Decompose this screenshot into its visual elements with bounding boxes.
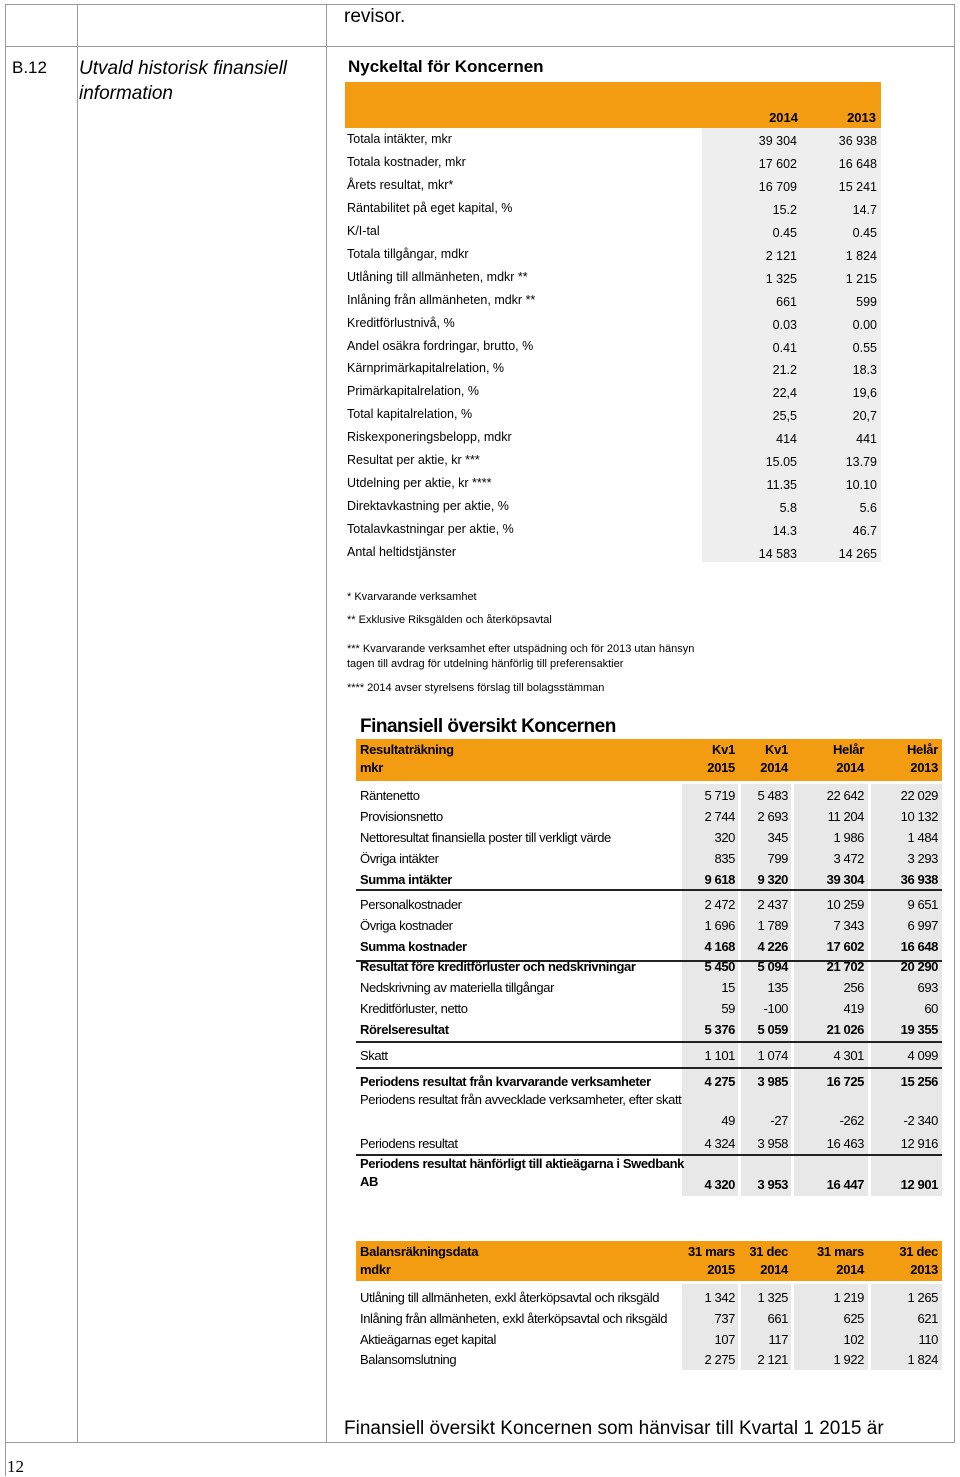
- table-border-col2: [326, 4, 327, 1442]
- nyckeltal-title: Nyckeltal för Koncernen: [348, 57, 544, 76]
- nyckeltal-row-label: Total kapitalrelation, %: [347, 407, 473, 421]
- resultat-row: [356, 1155, 942, 1195]
- resultat-row-value: 16 648: [900, 939, 938, 954]
- balans-header-label-1: Balansräkningsdata: [360, 1244, 479, 1259]
- resultat-row: [356, 870, 942, 890]
- nyckeltal-value-2014: 661: [776, 295, 797, 309]
- nyckeltal-value-2014: 2 121: [765, 249, 797, 263]
- nyckeltal-row-label: Direktavkastning per aktie, %: [347, 499, 509, 513]
- resultat-row-value: 9 651: [907, 897, 938, 912]
- resultat-row-value: 5 450: [704, 959, 735, 974]
- resultat-row-value: 3 293: [907, 851, 938, 866]
- resultat-col-header-line1: Kv1: [712, 742, 735, 757]
- nyckeltal-value-2014: 0.41: [772, 341, 797, 355]
- balans-row-value: 102: [843, 1332, 864, 1347]
- resultat-row-value: -262: [839, 1113, 864, 1128]
- nyckeltal-row: [345, 473, 881, 495]
- nyckeltal-row-label: Andel osäkra fordringar, brutto, %: [347, 339, 534, 353]
- nyckeltal-row-label: Räntabilitet på eget kapital, %: [347, 201, 513, 215]
- resultat-row-value: 4 324: [704, 1136, 735, 1151]
- resultat-row-value: 345: [767, 830, 788, 845]
- resultat-row-value: 4 226: [757, 939, 788, 954]
- nyckeltal-value-2013: 441: [856, 432, 877, 446]
- nyckeltal-value-2013: 18.3: [852, 363, 877, 377]
- balans-row-value: 1 265: [907, 1290, 938, 1305]
- nyckeltal-value-2014: 5.8: [779, 501, 797, 515]
- nyckeltal-row-label: Totalavkastningar per aktie, %: [347, 522, 514, 536]
- table-border-bottom: [5, 1442, 955, 1443]
- resultat-row-value: 49: [721, 1113, 735, 1128]
- balans-row-value: 737: [714, 1311, 735, 1326]
- resultat-row: [356, 1046, 942, 1066]
- resultat-row-value: 59: [721, 1001, 735, 1016]
- balans-col-header-line1: 31 mars: [687, 1244, 735, 1259]
- nyckeltal-value-2013: 0.00: [852, 318, 877, 332]
- nyckeltal-value-2014: 14.3: [772, 524, 797, 538]
- balans-row-label: Utlåning till allmänheten, exkl återköpsavtal och riksgäld: [360, 1290, 660, 1305]
- resultat-row: [356, 1072, 942, 1092]
- nyckeltal-value-2013: 14.7: [852, 203, 877, 217]
- resultat-row-value: 835: [714, 851, 735, 866]
- nyckeltal-row: [345, 404, 881, 426]
- balans-row-label: Balansomslutning: [360, 1352, 457, 1367]
- nyckeltal-value-2014: 22,4: [772, 386, 797, 400]
- nyckeltal-row-label: Totala kostnader, mkr: [347, 155, 466, 169]
- resultat-row-value: 21 026: [826, 1022, 864, 1037]
- balans-col-header-line1: 31 dec: [899, 1244, 938, 1259]
- resultat-row-value: 1 789: [757, 918, 788, 933]
- resultat-row-label: Periodens resultat: [360, 1136, 458, 1151]
- nyckeltal-year-2: 2013: [847, 110, 876, 125]
- resultat-row-label: Räntenetto: [360, 788, 420, 803]
- resultat-row-label: Resultat före kreditförluster och nedskrivningar: [360, 959, 636, 974]
- resultat-row-value: 5 059: [757, 1022, 788, 1037]
- nyckeltal-value-2013: 599: [856, 295, 877, 309]
- resultat-row-value: 60: [924, 1001, 938, 1016]
- resultat-row-label: Nettoresultat finansiella poster till verkligt värde: [360, 830, 611, 845]
- balans-col-header-line2: 2015: [707, 1262, 735, 1277]
- nyckeltal-value-2014: 15.05: [765, 455, 797, 469]
- resultat-row-value: 19 355: [900, 1022, 938, 1037]
- nyckeltal-value-2013: 1 824: [845, 249, 877, 263]
- page-number: 12: [7, 1457, 24, 1476]
- resultat-row: [356, 786, 942, 806]
- resultat-row-value: 5 094: [757, 959, 788, 974]
- resultat-row-value: 256: [843, 980, 864, 995]
- balans-row: [356, 1309, 942, 1329]
- resultat-row-value: 9 618: [704, 872, 735, 887]
- finansiell-oversikt-title: Finansiell översikt Koncernen: [360, 716, 616, 737]
- nyckeltal-row: [345, 175, 881, 197]
- resultat-row-label: Summa intäkter: [360, 872, 452, 887]
- balans-col-header-line1: 31 dec: [749, 1244, 788, 1259]
- nyckeltal-value-2014: 15.2: [772, 203, 797, 217]
- footnote-3: *** Kvarvarande verksamhet efter utspädning och för 2013 utan hänsyn tagen till avdrag för utdelning hänförlig till preferensaktier: [347, 643, 695, 670]
- resultat-row: [356, 1020, 942, 1040]
- nyckeltal-row-label: K/I-tal: [347, 224, 380, 238]
- resultat-row-value: 36 938: [900, 872, 938, 887]
- resultat-row-value: 16 447: [826, 1177, 864, 1192]
- balans-col-header-line1: 31 mars: [816, 1244, 864, 1259]
- resultat-row: [356, 957, 942, 977]
- nyckeltal-value-2013: 14 265: [838, 547, 877, 561]
- balans-row: [356, 1288, 942, 1308]
- table-border-right: [954, 4, 955, 1442]
- balans-row-value: 107: [714, 1332, 735, 1347]
- resultat-row-value: 15: [721, 980, 735, 995]
- nyckeltal-value-2014: 21.2: [772, 363, 797, 377]
- balans-row-label: Aktieägarnas eget kapital: [360, 1332, 496, 1347]
- resultat-row: [356, 1091, 942, 1131]
- nyckeltal-row-label: Utdelning per aktie, kr ****: [347, 476, 492, 490]
- nyckeltal-row-label: Kärnprimärkapitalrelation, %: [347, 361, 505, 375]
- resultat-row-value: 2 472: [704, 897, 735, 912]
- nyckeltal-row: [345, 290, 881, 312]
- resultat-row-value: 1 101: [704, 1048, 735, 1063]
- balans-col-header-line2: 2013: [910, 1262, 938, 1277]
- balans-row-value: 1 342: [704, 1290, 735, 1305]
- resultat-row-value: 16 725: [826, 1074, 864, 1089]
- resultat-row-value: 135: [767, 980, 788, 995]
- resultat-row: [356, 999, 942, 1019]
- resultat-col-header-line1: Helår: [906, 742, 938, 757]
- balans-row-value: 1 922: [833, 1352, 864, 1367]
- nyckeltal-row: [345, 336, 881, 358]
- resultat-row-label: Personalkostnader: [360, 897, 462, 912]
- nyckeltal-value-2013: 1 215: [845, 272, 877, 286]
- nyckeltal-value-2013: 15 241: [838, 180, 877, 194]
- resultat-row-label: Periodens resultat hänförligt till aktieägarna i Swedbank AB: [360, 1156, 684, 1189]
- resultat-row-value: 9 320: [757, 872, 788, 887]
- balans-row-value: 661: [767, 1311, 788, 1326]
- nyckeltal-row-label: Totala intäkter, mkr: [347, 132, 452, 146]
- balans-row-value: 1 219: [833, 1290, 864, 1305]
- resultat-col-header-line2: 2014: [836, 760, 864, 775]
- resultat-row-value: 4 168: [704, 939, 735, 954]
- resultat-row-value: 799: [767, 851, 788, 866]
- balans-row-value: 117: [768, 1332, 788, 1347]
- resultat-row-value: 17 602: [826, 939, 864, 954]
- balans-col-header-line2: 2014: [760, 1262, 788, 1277]
- nyckeltal-year-1: 2014: [769, 110, 798, 125]
- balans-row-value: 2 275: [704, 1352, 735, 1367]
- nyckeltal-row-label: Kreditförlustnivå, %: [347, 316, 455, 330]
- nyckeltal-value-2013: 0.45: [852, 226, 877, 240]
- section-title: Utvald historisk finansiell information: [79, 58, 288, 104]
- nyckeltal-value-2014: 11.35: [766, 478, 797, 492]
- resultat-row-label: Övriga intäkter: [360, 851, 439, 866]
- nyckeltal-value-2013: 46.7: [852, 524, 877, 538]
- nyckeltal-row-label: Primärkapitalrelation, %: [347, 384, 479, 398]
- nyckeltal-value-2014: 14 583: [758, 547, 797, 561]
- nyckeltal-value-2013: 36 938: [838, 134, 877, 148]
- footnote-2: ** Exklusive Riksgälden och återköpsavtal: [347, 614, 552, 626]
- resultat-row: [356, 828, 942, 848]
- top-text: revisor.: [344, 6, 406, 27]
- nyckeltal-row: [345, 450, 881, 472]
- nyckeltal-row-label: Resultat per aktie, kr ***: [347, 453, 480, 467]
- resultat-col-header-line2: 2013: [910, 760, 938, 775]
- resultat-row-value: 11 204: [827, 809, 864, 824]
- resultat-row-value: 5 483: [757, 788, 788, 803]
- resultat-row-value: 3 953: [757, 1177, 788, 1192]
- resultat-row-value: 4 320: [704, 1177, 735, 1192]
- table-border-col1: [77, 4, 78, 1442]
- resultat-row-value: 320: [714, 830, 735, 845]
- table-border-row: [5, 46, 955, 47]
- nyckeltal-row-label: Utlåning till allmänheten, mdkr **: [347, 270, 528, 284]
- resultat-header-label-1: Resultaträkning: [360, 742, 454, 757]
- balans-row-value: 2 121: [757, 1352, 788, 1367]
- resultat-row-value: 22 029: [900, 788, 938, 803]
- resultat-row-value: 693: [917, 980, 938, 995]
- nyckeltal-row: [345, 519, 881, 541]
- nyckeltal-row-label: Riskexponeringsbelopp, mdkr: [347, 430, 512, 444]
- resultat-row-value: 7 343: [833, 918, 864, 933]
- resultat-row-label: Periodens resultat från avvecklade verksamheter, efter skatt: [360, 1092, 682, 1107]
- nyckeltal-row: [345, 358, 881, 380]
- resultat-row-value: 1 484: [907, 830, 938, 845]
- resultat-row: [356, 937, 942, 957]
- balans-row-value: 625: [843, 1311, 864, 1326]
- resultat-row-value: 2 744: [704, 809, 735, 824]
- resultat-row-separator: [356, 1067, 942, 1069]
- balans-row-value: 1 824: [907, 1352, 938, 1367]
- resultat-row: [356, 978, 942, 998]
- resultat-row-value: 1 074: [757, 1048, 788, 1063]
- nyckeltal-value-2014: 1 325: [765, 272, 797, 286]
- resultat-row-value: 39 304: [826, 872, 864, 887]
- nyckeltal-value-2014: 16 709: [758, 180, 797, 194]
- resultat-col-header-line1: Kv1: [765, 742, 788, 757]
- balans-row-value: 1 325: [757, 1290, 788, 1305]
- resultat-row-value: 2 693: [757, 809, 788, 824]
- nyckeltal-row: [345, 221, 881, 243]
- resultat-row-value: 3 985: [757, 1074, 788, 1089]
- resultat-row-value: 3 472: [833, 851, 864, 866]
- nyckeltal-row: [345, 152, 881, 174]
- resultat-col-header-line2: 2014: [760, 760, 788, 775]
- nyckeltal-value-2014: 25,5: [772, 409, 797, 423]
- nyckeltal-value-2014: 414: [776, 432, 797, 446]
- nyckeltal-row: [345, 427, 881, 449]
- nyckeltal-value-2013: 16 648: [838, 157, 877, 171]
- section-number: B.12: [12, 58, 47, 77]
- nyckeltal-value-2013: 10.10: [845, 478, 877, 492]
- nyckeltal-row: [345, 244, 881, 266]
- nyckeltal-value-2013: 13.79: [845, 455, 877, 469]
- resultat-row-value: 12 901: [900, 1177, 938, 1192]
- balans-col-header-line2: 2014: [836, 1262, 864, 1277]
- balans-row: [356, 1350, 942, 1370]
- resultat-row-value: 10 132: [900, 809, 938, 824]
- resultat-row-value: 16 463: [826, 1136, 864, 1151]
- nyckeltal-value-2013: 0.55: [852, 341, 877, 355]
- nyckeltal-value-2014: 39 304: [758, 134, 797, 148]
- nyckeltal-row: [345, 542, 881, 564]
- resultat-row-value: 2 437: [757, 897, 788, 912]
- balans-header-label-2: mdkr: [360, 1262, 391, 1277]
- bottom-text: Finansiell översikt Koncernen som hänvisar till Kvartal 1 2015 är: [344, 1418, 884, 1439]
- nyckeltal-row: [345, 381, 881, 403]
- footnote-1: * Kvarvarande verksamhet: [347, 591, 477, 603]
- resultat-row-label: Summa kostnader: [360, 939, 467, 954]
- resultat-row-separator: [356, 1041, 942, 1043]
- resultat-row-label: Kreditförluster, netto: [360, 1001, 468, 1016]
- nyckeltal-row-label: Årets resultat, mkr*: [347, 178, 454, 192]
- resultat-row-value: 4 301: [833, 1048, 864, 1063]
- balans-row: [356, 1330, 942, 1350]
- resultat-row-value: 6 997: [907, 918, 938, 933]
- nyckeltal-row: [345, 129, 881, 151]
- table-border-left: [5, 4, 6, 1476]
- resultat-row: [356, 895, 942, 915]
- resultat-row-value: 22 642: [826, 788, 864, 803]
- nyckeltal-value-2013: 20,7: [852, 409, 877, 423]
- nyckeltal-value-2014: 0.03: [772, 318, 797, 332]
- resultat-row-value: -27: [770, 1113, 788, 1128]
- nyckeltal-header-banner: [345, 82, 881, 128]
- nyckeltal-row-label: Totala tillgångar, mdkr: [347, 247, 469, 261]
- resultat-row-value: 10 259: [826, 897, 864, 912]
- nyckeltal-value-2014: 17 602: [758, 157, 797, 171]
- nyckeltal-row-label: Antal heltidstjänster: [347, 545, 457, 559]
- resultat-row-label: Övriga kostnader: [360, 918, 453, 933]
- balans-row-value: 621: [917, 1311, 938, 1326]
- resultat-row-value: 5 719: [704, 788, 735, 803]
- nyckeltal-row: [345, 267, 881, 289]
- resultat-col-header-line1: Helår: [832, 742, 864, 757]
- resultat-row-value: 4 275: [704, 1074, 735, 1089]
- nyckeltal-row: [345, 313, 881, 335]
- resultat-col-header-line2: 2015: [707, 760, 735, 775]
- nyckeltal-value-2013: 19,6: [852, 386, 877, 400]
- resultat-row-label: Skatt: [360, 1048, 388, 1063]
- resultat-row-value: 4 099: [907, 1048, 938, 1063]
- resultat-row: [356, 849, 942, 869]
- resultat-row-value: -100: [763, 1001, 788, 1016]
- nyckeltal-value-2014: 0.45: [772, 226, 797, 240]
- resultat-row-label: Periodens resultat från kvarvarande verksamheter: [360, 1074, 651, 1089]
- nyckeltal-row-label: Inlåning från allmänheten, mdkr **: [347, 293, 536, 307]
- balans-row-value: 110: [918, 1332, 938, 1347]
- resultat-row: [356, 807, 942, 827]
- nyckeltal-value-2013: 5.6: [859, 501, 877, 515]
- resultat-row-value: 5 376: [704, 1022, 735, 1037]
- resultat-row-label: Rörelseresultat: [360, 1022, 449, 1037]
- resultat-row-value: 20 290: [900, 959, 938, 974]
- resultat-row-value: 12 916: [900, 1136, 938, 1151]
- resultat-header-label-2: mkr: [360, 760, 383, 775]
- balans-row-label: Inlåning från allmänheten, exkl återköpsavtal och riksgäld: [360, 1311, 668, 1326]
- resultat-row-value: 3 958: [757, 1136, 788, 1151]
- resultat-row: [356, 1134, 942, 1154]
- footnote-4: **** 2014 avser styrelsens förslag till bolagsstämman: [347, 682, 605, 694]
- resultat-row-value: -2 340: [903, 1113, 938, 1128]
- resultat-row-value: 21 702: [826, 959, 864, 974]
- resultat-row-value: 419: [843, 1001, 864, 1016]
- resultat-row-value: 15 256: [900, 1074, 938, 1089]
- resultat-row-label: Nedskrivning av materiella tillgångar: [360, 980, 555, 995]
- nyckeltal-row: [345, 496, 881, 518]
- resultat-row-value: 1 696: [704, 918, 735, 933]
- table-border-top: [5, 4, 955, 5]
- resultat-row-label: Provisionsnetto: [360, 809, 443, 824]
- resultat-row: [356, 916, 942, 936]
- nyckeltal-row: [345, 198, 881, 220]
- resultat-row-value: 1 986: [833, 830, 864, 845]
